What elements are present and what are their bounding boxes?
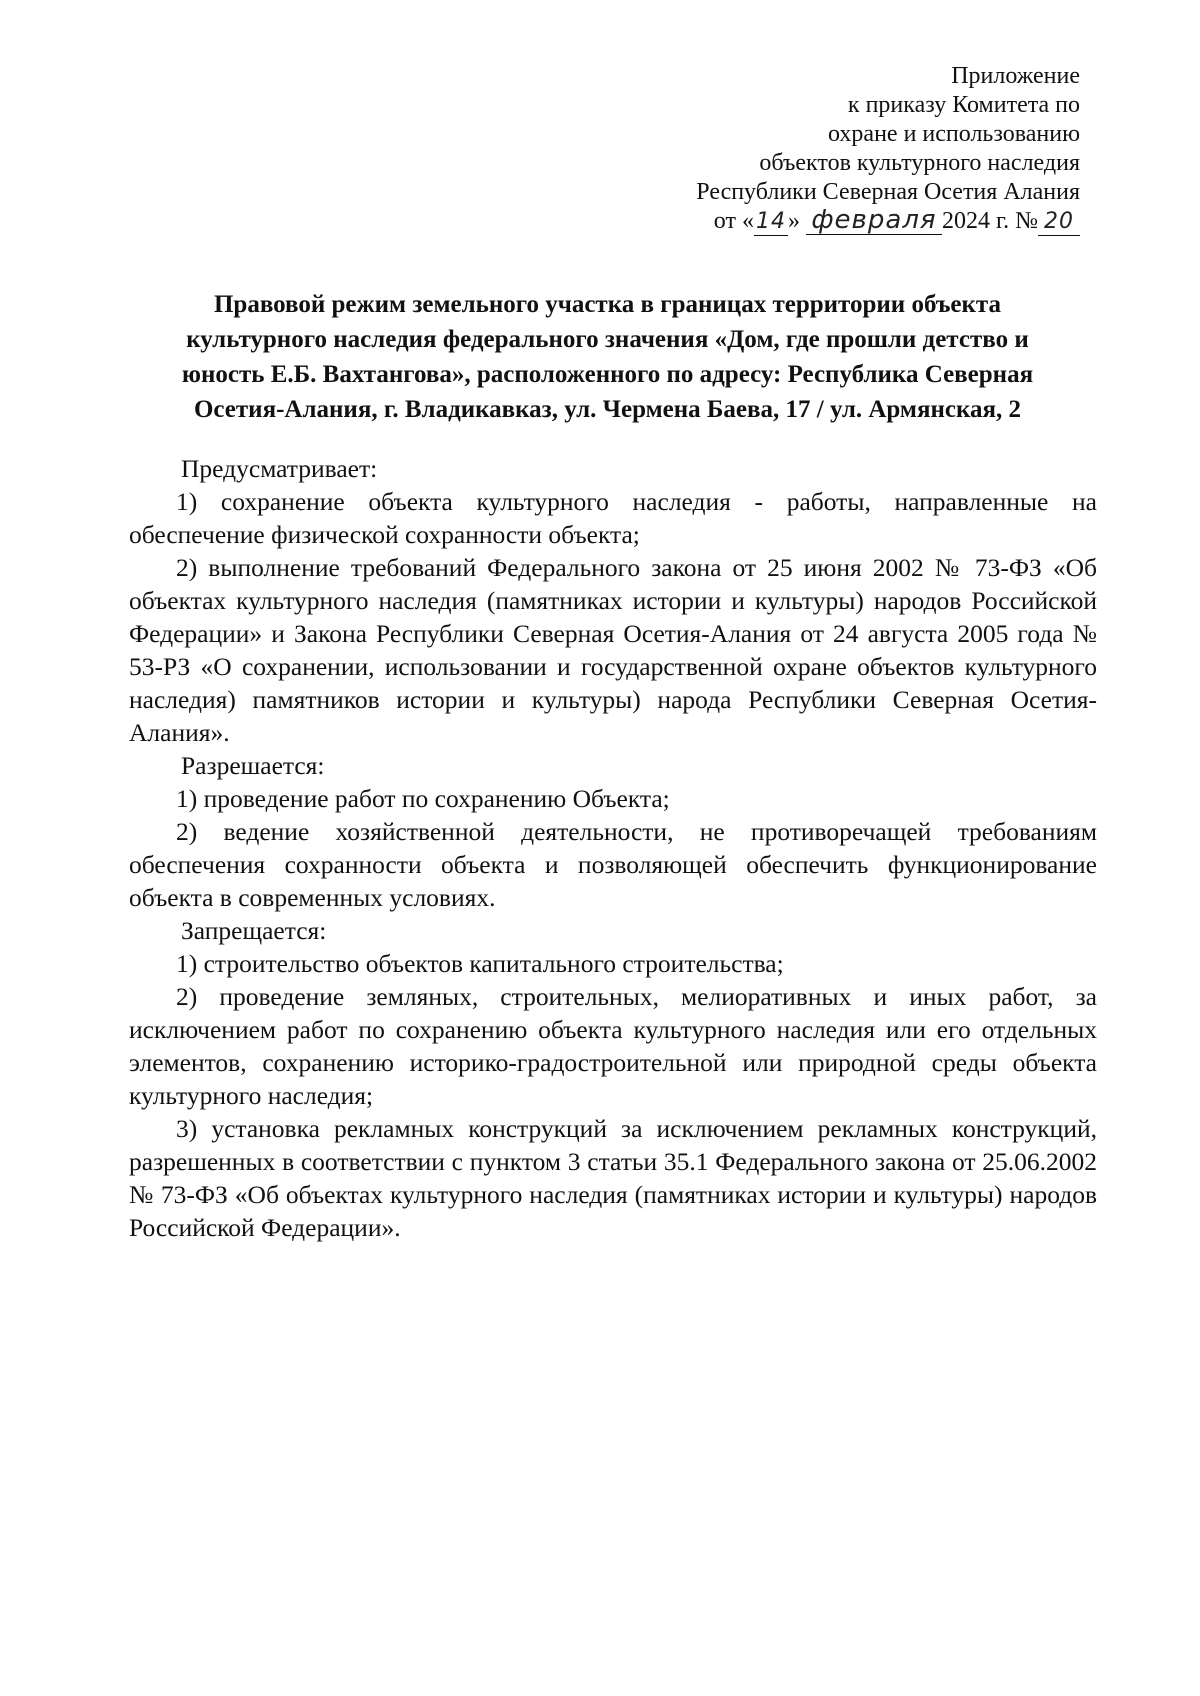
doc-number-handwritten: 20: [1044, 209, 1074, 234]
provides-item: 2) выполнение требований Федерального закона от 25 июня 2002 № 73-ФЗ «Об объектах культурного наследия (памятниках истории и культуры) народов Российской Федерации» и Закона Республики Северная Осетия-Алания от 24 августа 2005 года № 53-РЗ «О сохранении, использовании и государственной охране объектов культурного наследия) памятников истории и культуры) народа Республики Северная Осетия-Алания».: [129, 553, 1097, 747]
forbidden-item: 3) установка рекламных конструкций за исключением рекламных конструкций, разрешенных в соответствии с пунктом 3 статьи 35.1 Федерального закона от 25.06.2002 № 73-ФЗ «Об объектах культурного наследия (памятниках истории и культуры) народов Российской Федерации».: [129, 1114, 1097, 1242]
appendix-date-line: [696, 207, 1080, 236]
title-line: Осетия-Алания, г. Владикавказ, ул. Чермена Баева, 17 / ул. Армянская, 2: [193, 396, 1022, 423]
date-year: 2024 г. №: [941, 208, 1038, 234]
title-line: культурного наследия федерального значения «Дом, где прошли детство и: [186, 326, 1029, 353]
allowed-item: 2) ведение хозяйственной деятельности, не противоречащей требованиям обеспечения сохранности объекта и позволяющей обеспечить функционирование объекта в современных условиях.: [129, 817, 1097, 912]
document-title: [125, 287, 1090, 427]
date-month-field: [806, 207, 942, 235]
appendix-line: Приложение: [951, 63, 1080, 89]
date-day-field: [754, 208, 788, 236]
date-mid: »: [787, 208, 800, 234]
title-line: юность Е.Б. Вахтангова», расположенного по адресу: Республика Северная: [181, 361, 1034, 388]
date-prefix: от «: [713, 208, 754, 234]
allowed-item: 1) проведение работ по сохранению Объекта;: [176, 784, 670, 813]
forbidden-item: 2) проведение земляных, строительных, мелиоративных и иных работ, за исключением работ по сохранению объекта культурного наследия или его отдельных элементов, сохранению историко-градостроительной или природной среды объекта культурного наследия;: [129, 982, 1097, 1110]
doc-number-field: [1038, 208, 1080, 236]
forbidden-heading: Запрещается:: [181, 916, 327, 945]
provides-heading: Предусматривает:: [181, 454, 378, 483]
appendix-line: объектов культурного наследия: [759, 150, 1080, 176]
date-month-handwritten: февраля: [811, 205, 937, 235]
document-body: [129, 452, 1097, 1244]
title-line: Правовой режим земельного участка в границах территории объекта: [213, 291, 1001, 318]
date-day-handwritten: 14: [755, 209, 786, 234]
appendix-line: к приказу Комитета по: [847, 92, 1080, 118]
allowed-heading: Разрешается:: [181, 751, 325, 780]
provides-item: 1) сохранение объекта культурного наследия - работы, направленные на обеспечение физической сохранности объекта;: [129, 487, 1097, 549]
appendix-line: охране и использованию: [828, 121, 1080, 147]
appendix-header: [696, 62, 1080, 236]
forbidden-item: 1) строительство объектов капитального строительства;: [176, 949, 784, 978]
appendix-line: Республики Северная Осетия Алания: [696, 179, 1080, 205]
